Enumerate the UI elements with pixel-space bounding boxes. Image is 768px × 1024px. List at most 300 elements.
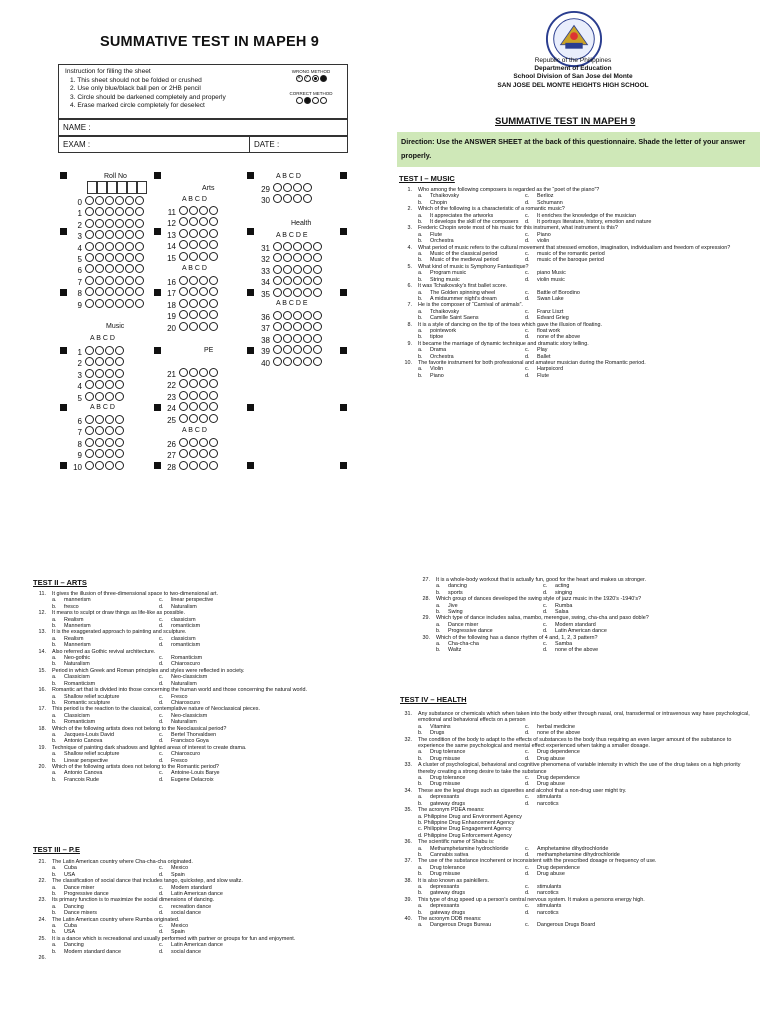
answer-bubble[interactable] <box>209 276 218 285</box>
answer-bubble[interactable] <box>189 414 198 423</box>
question-text: Technique of painting dark shadows and lighted areas of interest to create drama. <box>52 744 247 751</box>
answer-bubble[interactable] <box>199 240 208 249</box>
answer-bubble[interactable] <box>293 265 302 274</box>
answer-bubble[interactable] <box>179 310 188 319</box>
row-number: 4 <box>77 382 82 392</box>
answer-bubble[interactable] <box>303 311 312 320</box>
answer-bubble[interactable] <box>273 265 282 274</box>
answer-bubble[interactable] <box>125 242 134 251</box>
answer-bubble[interactable] <box>199 391 208 400</box>
answer-bubble[interactable] <box>105 299 114 308</box>
answer-bubble[interactable] <box>135 264 144 273</box>
answer-bubble[interactable] <box>95 357 104 366</box>
answer-bubble[interactable] <box>293 253 302 262</box>
answer-bubble[interactable] <box>209 310 218 319</box>
choice-letter: a. <box>52 751 57 758</box>
answer-bubble[interactable] <box>283 334 292 343</box>
question-number: 26. <box>38 955 46 962</box>
answer-bubble[interactable] <box>199 276 208 285</box>
choice: Salsa <box>555 609 569 616</box>
choice-letter: d. <box>525 890 530 897</box>
answer-bubble[interactable] <box>293 288 302 297</box>
answer-bubble[interactable] <box>135 242 144 251</box>
answer-bubble[interactable] <box>209 229 218 238</box>
answer-bubble[interactable] <box>179 322 188 331</box>
answer-bubble[interactable] <box>189 229 198 238</box>
choice: linear perspective <box>171 597 214 604</box>
answer-bubble[interactable] <box>179 391 188 400</box>
answer-bubble[interactable] <box>105 438 114 447</box>
answer-bubble[interactable] <box>189 299 198 308</box>
choice: Drug dependence <box>537 864 580 871</box>
answer-bubble[interactable] <box>105 392 114 401</box>
answer-bubble[interactable] <box>179 229 188 238</box>
answer-bubble[interactable] <box>209 299 218 308</box>
pe-questions-continued <box>418 577 758 654</box>
answer-bubble[interactable] <box>199 217 208 226</box>
answer-bubble[interactable] <box>115 380 124 389</box>
answer-bubble[interactable] <box>115 207 124 216</box>
answer-bubble[interactable] <box>293 322 302 331</box>
answer-bubble[interactable] <box>283 253 292 262</box>
answer-bubble[interactable] <box>105 230 114 239</box>
choice-letter: c. <box>525 327 530 334</box>
instruction-3: 3. Circle should be darkened completely and properly <box>70 93 226 101</box>
answer-bubble[interactable] <box>189 379 198 388</box>
answer-bubble[interactable] <box>85 415 94 424</box>
choice: Romantic sculpture <box>64 699 111 706</box>
answer-bubble[interactable] <box>199 414 208 423</box>
answer-bubble[interactable] <box>125 299 134 308</box>
answer-bubble[interactable] <box>313 276 322 285</box>
answer-bubble[interactable] <box>85 392 94 401</box>
answer-bubble[interactable] <box>95 415 104 424</box>
answer-bubble[interactable] <box>303 357 312 366</box>
answer-bubble[interactable] <box>95 276 104 285</box>
answer-bubble[interactable] <box>85 449 94 458</box>
choice-letter: c. <box>525 922 530 929</box>
choice-letter: a. <box>52 597 57 604</box>
choice: Flute <box>537 372 549 379</box>
row-number: 5 <box>77 393 82 403</box>
answer-bubble[interactable] <box>179 414 188 423</box>
answer-bubble[interactable] <box>115 426 124 435</box>
answer-bubble[interactable] <box>209 379 218 388</box>
answer-bubble[interactable] <box>283 311 292 320</box>
answer-bubble[interactable] <box>179 287 188 296</box>
answer-bubble[interactable] <box>85 264 94 273</box>
rollno-row <box>66 230 145 241</box>
question-text: It means to sculpt or draw things as life-like as possible. <box>52 610 186 617</box>
answer-bubble[interactable] <box>189 368 198 377</box>
answer-bubble[interactable] <box>209 206 218 215</box>
answer-bubble[interactable] <box>199 449 208 458</box>
answer-bubble[interactable] <box>135 299 144 308</box>
question-text: It is the exaggerated approach to painting and sculpture. <box>52 629 187 636</box>
answer-bubble[interactable] <box>303 265 312 274</box>
answer-bubble[interactable] <box>189 217 198 226</box>
answer-bubble[interactable] <box>85 438 94 447</box>
choice-letter: c. <box>525 366 530 373</box>
answer-bubble[interactable] <box>115 449 124 458</box>
choice-letter: b. <box>436 628 441 635</box>
choice: Drugs <box>430 730 445 737</box>
choice: Chopin <box>430 199 448 206</box>
answer-bubble[interactable] <box>273 194 282 203</box>
answer-bubble[interactable] <box>95 264 104 273</box>
answer-bubble[interactable] <box>303 194 312 203</box>
answer-bubble[interactable] <box>85 276 94 285</box>
answer-bubble[interactable] <box>85 380 94 389</box>
answer-bubble[interactable] <box>179 276 188 285</box>
answer-bubble[interactable] <box>199 368 208 377</box>
answer-bubble[interactable] <box>105 449 114 458</box>
answer-bubble[interactable] <box>105 219 114 228</box>
music-row <box>66 392 125 403</box>
answer-bubble[interactable] <box>189 438 198 447</box>
answer-bubble[interactable] <box>95 392 104 401</box>
answer-bubble[interactable] <box>273 322 282 331</box>
choice-letter: b. <box>418 800 423 807</box>
answer-bubble[interactable] <box>95 369 104 378</box>
answer-bubble[interactable] <box>179 461 188 470</box>
answer-bubble[interactable] <box>179 379 188 388</box>
answer-bubble[interactable] <box>189 252 198 261</box>
answer-bubble[interactable] <box>179 206 188 215</box>
answer-bubble[interactable] <box>95 196 104 205</box>
choice-letter: b. <box>418 730 423 737</box>
answer-bubble[interactable] <box>95 426 104 435</box>
choice-letter: a. <box>52 616 57 623</box>
answer-bubble[interactable] <box>283 265 292 274</box>
answer-bubble[interactable] <box>95 449 104 458</box>
answer-bubble[interactable] <box>189 206 198 215</box>
answer-bubble[interactable] <box>95 219 104 228</box>
answer-bubble[interactable] <box>135 207 144 216</box>
answer-bubble[interactable] <box>105 369 114 378</box>
answer-bubble[interactable] <box>189 276 198 285</box>
answer-bubble[interactable] <box>273 242 282 251</box>
answer-bubble[interactable] <box>179 438 188 447</box>
question-item <box>400 878 758 897</box>
answer-bubble[interactable] <box>179 368 188 377</box>
answer-bubble[interactable] <box>189 461 198 470</box>
answer-bubble[interactable] <box>199 402 208 411</box>
choice: none of the above <box>537 730 581 737</box>
answer-bubble[interactable] <box>115 242 124 251</box>
choice-letter: a. <box>418 347 423 354</box>
music-row <box>66 426 125 437</box>
answer-bubble[interactable] <box>209 414 218 423</box>
answer-bubble[interactable] <box>85 369 94 378</box>
question-text: It is a whole-body workout that is actually fun, good for the heart and makes us stronger. <box>436 577 647 583</box>
answer-bubble[interactable] <box>273 311 282 320</box>
answer-bubble[interactable] <box>293 334 302 343</box>
answer-bubble[interactable] <box>115 438 124 447</box>
answer-bubble[interactable] <box>199 310 208 319</box>
answer-bubble[interactable] <box>179 449 188 458</box>
question-number: 23. <box>38 897 46 904</box>
question-item <box>400 360 762 379</box>
answer-bubble[interactable] <box>135 287 144 296</box>
answer-bubble[interactable] <box>125 230 134 239</box>
answer-bubble[interactable] <box>115 369 124 378</box>
answer-bubble[interactable] <box>283 322 292 331</box>
answer-bubble[interactable] <box>85 219 94 228</box>
answer-bubble[interactable] <box>135 196 144 205</box>
answer-bubble[interactable] <box>115 219 124 228</box>
choice: Program music <box>430 270 467 277</box>
answer-bubble[interactable] <box>293 183 302 192</box>
answer-bubble[interactable] <box>85 196 94 205</box>
header-line-3: School Division of San Jose del Monte <box>513 73 633 81</box>
answer-bubble[interactable] <box>95 346 104 355</box>
rollno-label: Roll No <box>104 173 127 180</box>
question-item <box>400 788 758 807</box>
answer-bubble[interactable] <box>273 357 282 366</box>
answer-bubble[interactable] <box>85 207 94 216</box>
answer-bubble[interactable] <box>85 299 94 308</box>
answer-bubble[interactable] <box>115 461 124 470</box>
answer-bubble[interactable] <box>105 461 114 470</box>
answer-bubble[interactable] <box>199 379 208 388</box>
answer-bubble[interactable] <box>209 287 218 296</box>
answer-bubble[interactable] <box>303 288 312 297</box>
answer-bubble[interactable] <box>189 240 198 249</box>
answer-bubble[interactable] <box>293 276 302 285</box>
answer-bubble[interactable] <box>85 426 94 435</box>
answer-bubble[interactable] <box>313 334 322 343</box>
exam-field[interactable] <box>58 136 348 153</box>
answer-bubble[interactable] <box>283 242 292 251</box>
answer-bubble[interactable] <box>283 345 292 354</box>
answer-bubble[interactable] <box>283 288 292 297</box>
answer-bubble[interactable] <box>115 415 124 424</box>
answer-bubble[interactable] <box>105 196 114 205</box>
answer-bubble[interactable] <box>85 346 94 355</box>
answer-bubble[interactable] <box>105 346 114 355</box>
date-field[interactable] <box>249 137 279 152</box>
answer-bubble[interactable] <box>293 345 302 354</box>
answer-bubble[interactable] <box>95 207 104 216</box>
answer-bubble[interactable] <box>199 229 208 238</box>
answer-bubble[interactable] <box>273 288 282 297</box>
choice-letter: b. <box>52 948 57 955</box>
rollno-row <box>66 196 145 207</box>
question-number: 15. <box>38 667 46 674</box>
answer-bubble[interactable] <box>303 334 312 343</box>
answer-bubble[interactable] <box>293 194 302 203</box>
answer-bubble[interactable] <box>313 253 322 262</box>
answer-bubble[interactable] <box>95 242 104 251</box>
answer-bubble[interactable] <box>95 461 104 470</box>
answer-bubble[interactable] <box>189 449 198 458</box>
answer-bubble[interactable] <box>85 242 94 251</box>
answer-bubble[interactable] <box>199 438 208 447</box>
answer-bubble[interactable] <box>179 402 188 411</box>
answer-bubble[interactable] <box>85 287 94 296</box>
answer-bubble[interactable] <box>105 242 114 251</box>
answer-bubble[interactable] <box>189 287 198 296</box>
answer-bubble[interactable] <box>199 322 208 331</box>
answer-bubble[interactable] <box>303 345 312 354</box>
answer-bubble[interactable] <box>303 276 312 285</box>
answer-bubble[interactable] <box>283 183 292 192</box>
answer-bubble[interactable] <box>189 402 198 411</box>
question-item <box>34 610 364 629</box>
answer-bubble[interactable] <box>125 264 134 273</box>
answer-bubble[interactable] <box>313 288 322 297</box>
answer-bubble[interactable] <box>105 380 114 389</box>
answer-bubble[interactable] <box>303 183 312 192</box>
answer-bubble[interactable] <box>189 322 198 331</box>
choice: Cuba <box>64 865 77 872</box>
answer-bubble[interactable] <box>85 461 94 470</box>
row-number: 32 <box>261 255 270 265</box>
answer-bubble[interactable] <box>115 253 124 262</box>
choice-letter: c. <box>159 597 164 604</box>
choice-letter: d. <box>159 680 164 687</box>
answer-bubble[interactable] <box>313 311 322 320</box>
answer-bubble[interactable] <box>283 357 292 366</box>
question-number: 28. <box>422 596 430 603</box>
answer-bubble[interactable] <box>105 276 114 285</box>
answer-bubble[interactable] <box>283 276 292 285</box>
answer-bubble[interactable] <box>105 357 114 366</box>
answer-bubble[interactable] <box>105 207 114 216</box>
answer-bubble[interactable] <box>303 322 312 331</box>
answer-bubble[interactable] <box>313 345 322 354</box>
name-field[interactable] <box>58 119 348 136</box>
answer-bubble[interactable] <box>105 287 114 296</box>
answer-bubble[interactable] <box>125 207 134 216</box>
answer-bubble[interactable] <box>105 415 114 424</box>
answer-bubble[interactable] <box>209 217 218 226</box>
answer-bubble[interactable] <box>209 368 218 377</box>
answer-bubble[interactable] <box>115 346 124 355</box>
answer-bubble[interactable] <box>135 230 144 239</box>
question-item <box>418 615 758 634</box>
row-number: 8 <box>77 289 82 299</box>
choice-letter: d. <box>525 334 530 341</box>
answer-bubble[interactable] <box>293 357 302 366</box>
answer-bubble[interactable] <box>95 438 104 447</box>
answer-bubble[interactable] <box>135 253 144 262</box>
answer-bubble[interactable] <box>135 219 144 228</box>
answer-bubble[interactable] <box>293 242 302 251</box>
answer-bubble[interactable] <box>85 357 94 366</box>
answer-bubble[interactable] <box>209 252 218 261</box>
choice: Latin American dance <box>171 891 223 898</box>
choice-letter: c. <box>159 674 164 681</box>
answer-bubble[interactable] <box>303 253 312 262</box>
answer-bubble[interactable] <box>273 334 282 343</box>
answer-bubble[interactable] <box>209 322 218 331</box>
answer-bubble[interactable] <box>209 391 218 400</box>
answer-bubble[interactable] <box>273 276 282 285</box>
answer-bubble[interactable] <box>95 287 104 296</box>
answer-bubble[interactable] <box>125 287 134 296</box>
answer-bubble[interactable] <box>313 322 322 331</box>
question-number: 31. <box>404 711 412 717</box>
choice: Orchestra <box>430 353 454 360</box>
answer-bubble[interactable] <box>135 276 144 285</box>
answer-bubble[interactable] <box>273 253 282 262</box>
answer-bubble[interactable] <box>209 461 218 470</box>
question-text: Any substance or chemicals which when taken into the body either through nasal, oral, transdermal or intravenous way have psychological, emotional and behavioral effects on a person <box>418 711 750 724</box>
answer-bubble[interactable] <box>125 276 134 285</box>
answer-bubble[interactable] <box>105 426 114 435</box>
answer-bubble[interactable] <box>105 253 114 262</box>
answer-bubble[interactable] <box>125 253 134 262</box>
choice-letter: d. <box>159 719 164 726</box>
answer-bubble[interactable] <box>85 253 94 262</box>
answer-bubble[interactable] <box>209 438 218 447</box>
answer-bubble[interactable] <box>95 253 104 262</box>
pe-row <box>160 391 219 402</box>
answer-bubble[interactable] <box>179 252 188 261</box>
question-item <box>34 591 364 610</box>
answer-bubble[interactable] <box>293 311 302 320</box>
answer-bubble[interactable] <box>115 264 124 273</box>
choice: Battle of Borodino <box>537 289 580 296</box>
answer-bubble[interactable] <box>105 264 114 273</box>
answer-bubble[interactable] <box>283 194 292 203</box>
answer-bubble[interactable] <box>189 310 198 319</box>
answer-bubble[interactable] <box>95 380 104 389</box>
choice-letter: d. <box>543 589 548 596</box>
answer-bubble[interactable] <box>273 183 282 192</box>
answer-bubble[interactable] <box>115 299 124 308</box>
row-number: 26 <box>167 440 176 449</box>
choice: Modern standard dance <box>64 948 121 955</box>
answer-bubble[interactable] <box>209 402 218 411</box>
answer-bubble[interactable] <box>179 217 188 226</box>
answer-bubble[interactable] <box>115 196 124 205</box>
answer-bubble[interactable] <box>179 299 188 308</box>
answer-bubble[interactable] <box>115 276 124 285</box>
answer-bubble[interactable] <box>209 449 218 458</box>
answer-bubble[interactable] <box>199 299 208 308</box>
answer-bubble[interactable] <box>313 357 322 366</box>
answer-bubble[interactable] <box>189 391 198 400</box>
choice-letter: d. <box>525 372 530 379</box>
answer-bubble[interactable] <box>115 230 124 239</box>
health-section-label: Health <box>291 220 312 227</box>
answer-bubble[interactable] <box>303 242 312 251</box>
answer-bubble[interactable] <box>115 287 124 296</box>
answer-bubble[interactable] <box>95 299 104 308</box>
answer-bubble[interactable] <box>95 230 104 239</box>
answer-bubble[interactable] <box>199 252 208 261</box>
answer-bubble[interactable] <box>115 357 124 366</box>
answer-bubble[interactable] <box>199 206 208 215</box>
answer-bubble[interactable] <box>313 242 322 251</box>
answer-bubble[interactable] <box>273 345 282 354</box>
answer-bubble[interactable] <box>199 461 208 470</box>
row-number: 35 <box>261 289 270 299</box>
answer-bubble[interactable] <box>125 219 134 228</box>
answer-bubble[interactable] <box>313 265 322 274</box>
answer-bubble[interactable] <box>85 230 94 239</box>
choice: Swing <box>448 609 463 616</box>
answer-bubble[interactable] <box>125 196 134 205</box>
answer-bubble[interactable] <box>115 392 124 401</box>
answer-bubble[interactable] <box>199 287 208 296</box>
answer-bubble[interactable] <box>179 240 188 249</box>
answer-bubble[interactable] <box>209 240 218 249</box>
choice: Chiaroscuro <box>171 661 201 668</box>
